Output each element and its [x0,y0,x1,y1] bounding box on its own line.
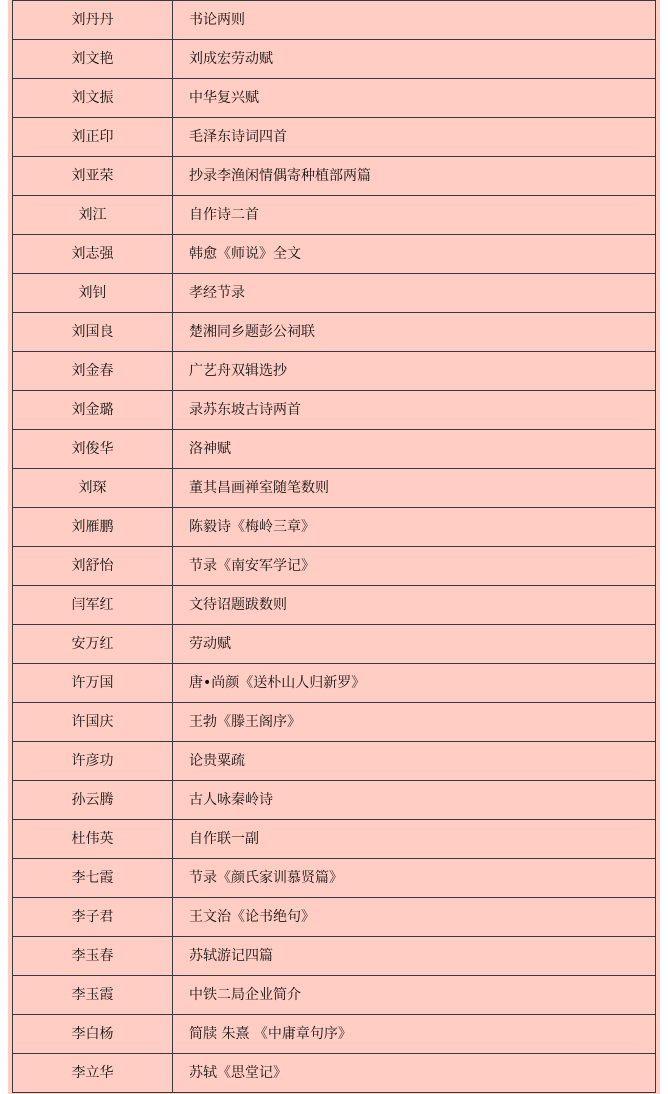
work-title-cell: 抄录李渔闲情偶寄种植部两篇 [173,157,656,196]
author-name-cell: 李七霞 [13,859,173,898]
author-name-cell: 刘金璐 [13,391,173,430]
work-title-cell: 刘成宏劳动赋 [173,40,656,79]
work-title-cell: 节录《南安军学记》 [173,547,656,586]
author-name-cell: 李玉春 [13,937,173,976]
work-title-cell: 董其昌画禅室随笔数则 [173,469,656,508]
work-title-cell: 毛泽东诗词四首 [173,118,656,157]
author-name-cell: 刘文振 [13,79,173,118]
work-title-cell: 苏轼《思堂记》 [173,1054,656,1093]
author-name-cell: 李立华 [13,1054,173,1093]
work-title-cell: 洛神赋 [173,430,656,469]
work-title-cell: 王勃《滕王阁序》 [173,703,656,742]
author-name-cell: 许彦功 [13,742,173,781]
table-row [13,352,656,391]
work-title-cell: 中铁二局企业简介 [173,976,656,1015]
author-name-cell: 刘亚荣 [13,157,173,196]
table-row [13,1054,656,1093]
work-title-cell: 中华复兴赋 [173,79,656,118]
work-title-cell: 劳动赋 [173,625,656,664]
table-row [13,625,656,664]
table-row [13,703,656,742]
work-title-cell: 古人咏秦岭诗 [173,781,656,820]
table-row [13,976,656,1015]
work-title-cell: 自作诗二首 [173,196,656,235]
table-row [13,1015,656,1054]
work-title-cell: 广艺舟双辑选抄 [173,352,656,391]
table-row [13,391,656,430]
table-row [13,898,656,937]
table-row [13,781,656,820]
author-name-cell: 许万国 [13,664,173,703]
work-title-cell: 自作联一副 [173,820,656,859]
author-name-cell: 刘丹丹 [13,1,173,40]
work-title-cell: 楚湘同乡题彭公祠联 [173,313,656,352]
author-name-cell: 刘钊 [13,274,173,313]
table-row [13,40,656,79]
author-name-cell: 刘正印 [13,118,173,157]
author-name-cell: 孙云腾 [13,781,173,820]
table-row [13,859,656,898]
table-row [13,586,656,625]
work-title-cell: 节录《颜氏家训慕贤篇》 [173,859,656,898]
table-row [13,313,656,352]
work-title-cell: 文待诏题跋数则 [173,586,656,625]
table-row [13,547,656,586]
author-name-cell: 刘国良 [13,313,173,352]
table-row [13,937,656,976]
works-table [12,0,656,1093]
work-title-cell: 唐•尚颜《送朴山人归新罗》 [173,664,656,703]
work-title-cell: 书论两则 [173,1,656,40]
work-title-cell: 苏轼游记四篇 [173,937,656,976]
work-title-cell: 论贵粟疏 [173,742,656,781]
table-row [13,664,656,703]
table-row [13,157,656,196]
author-name-cell: 安万红 [13,625,173,664]
table-row [13,430,656,469]
author-name-cell: 刘雁鹏 [13,508,173,547]
author-name-cell: 刘金春 [13,352,173,391]
table-row [13,1,656,40]
author-name-cell: 刘舒怡 [13,547,173,586]
table-row [13,118,656,157]
author-name-cell: 许国庆 [13,703,173,742]
table-row [13,79,656,118]
author-name-cell: 刘琛 [13,469,173,508]
table-row [13,508,656,547]
author-name-cell: 刘江 [13,196,173,235]
table-row [13,820,656,859]
table-row [13,742,656,781]
work-title-cell: 王文治《论书绝句》 [173,898,656,937]
author-name-cell: 刘文艳 [13,40,173,79]
author-name-cell: 刘俊华 [13,430,173,469]
table-row [13,196,656,235]
work-title-cell: 陈毅诗《梅岭三章》 [173,508,656,547]
author-name-cell: 李白杨 [13,1015,173,1054]
work-title-cell: 韩愈《师说》全文 [173,235,656,274]
work-title-cell: 简牍 朱熹 《中庸章句序》 [173,1015,656,1054]
author-name-cell: 李子君 [13,898,173,937]
work-title-cell: 孝经节录 [173,274,656,313]
author-name-cell: 闫军红 [13,586,173,625]
table-row [13,469,656,508]
author-name-cell: 杜伟英 [13,820,173,859]
author-name-cell: 李玉霞 [13,976,173,1015]
work-title-cell: 录苏东坡古诗两首 [173,391,656,430]
author-name-cell: 刘志强 [13,235,173,274]
table-row [13,274,656,313]
works-table-body [13,1,656,1093]
table-row [13,235,656,274]
